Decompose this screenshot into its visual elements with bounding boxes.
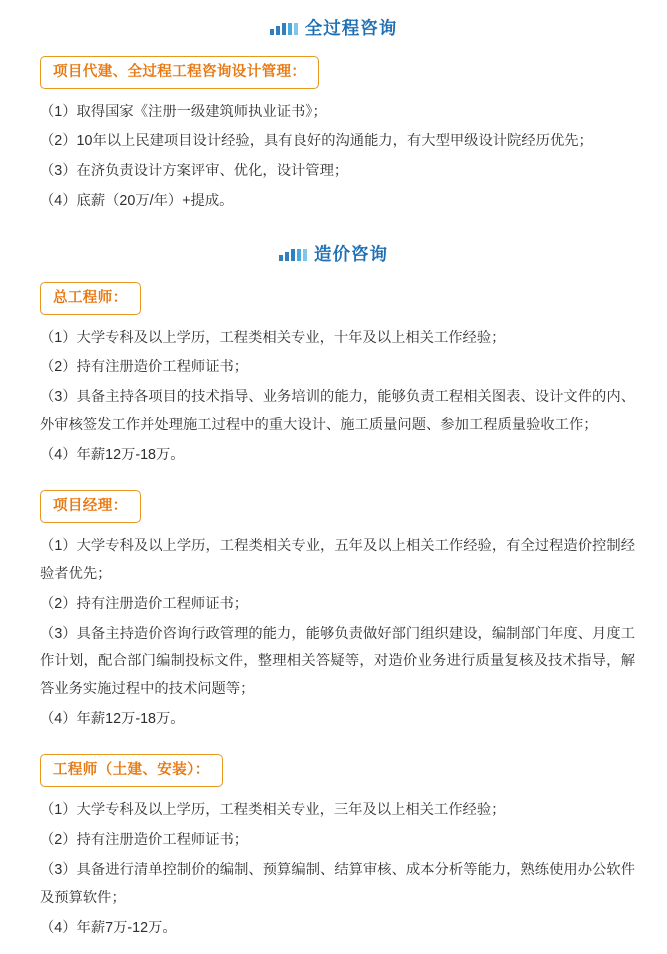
job-title: 项目代建、全过程工程咨询设计管理： xyxy=(53,63,307,80)
requirement-item: （4）年薪7万-12万。 xyxy=(40,919,177,936)
requirement-item: （1）大学专科及以上学历，工程类相关专业，五年及以上相关工作经验，有全过程造价控制经验者优先； xyxy=(40,537,635,582)
job-title-box xyxy=(40,282,141,315)
section-title: 造价咨询 xyxy=(314,244,388,264)
section-heading xyxy=(26,20,641,38)
job-title-box xyxy=(40,56,319,89)
job-block xyxy=(26,486,641,734)
job-title-box xyxy=(40,490,141,523)
requirement-item: （3）在济负责设计方案评审、优化，设计管理； xyxy=(40,163,349,180)
requirement-item: （2）持有注册造价工程师证书； xyxy=(40,359,249,376)
requirement-item: （1）大学专科及以上学历，工程类相关专业，十年及以上相关工作经验； xyxy=(40,329,506,346)
job-block xyxy=(26,750,641,942)
requirement-item: （3）具备进行清单控制价的编制、预算编制、结算审核、成本分析等能力，熟练使用办公软件及预算软件； xyxy=(40,861,635,906)
requirement-item: （2）持有注册造价工程师证书； xyxy=(40,595,249,612)
section-title: 全过程咨询 xyxy=(304,18,398,38)
requirement-item: （4）年薪12万-18万。 xyxy=(40,447,185,463)
requirement-item: （4）底薪（20万/年）+提成。 xyxy=(40,193,234,210)
requirement-item: （4）年薪12万-18万。 xyxy=(40,711,185,728)
section-gap xyxy=(26,218,641,240)
bar-chart-icon xyxy=(270,22,298,35)
job-title-box xyxy=(40,754,223,787)
requirement-item: （2）10年以上民建项目设计经验，具有良好的沟通能力，有大型甲级设计院经历优先； xyxy=(40,133,593,150)
requirement-item: （3）具备主持造价咨询行政管理的能力，能够负责做好部门组织建设，编制部门年度、月度工作计划，配合部门编制投标文件，整理相关答疑等，对造价业务进行质量复核及技术指导，解答业务实施过程中的技术问题等； xyxy=(40,625,635,698)
job-title: 项目经理： xyxy=(53,497,128,514)
section-heading xyxy=(26,246,641,264)
requirement-item: （2）持有注册造价工程师证书； xyxy=(40,831,249,848)
job-title: 总工程师： xyxy=(53,289,128,306)
requirement-item: （1）取得国家《注册一级建筑师执业证书》； xyxy=(40,103,327,120)
section-quanguocheng xyxy=(26,20,641,216)
requirement-item: （3）具备主持各项目的技术指导、业务培训的能力，能够负责工程相关图表、设计文件的内、外审核签发工作并处理施工过程中的重大设计、施工质量问题、参加工程质量验收工作； xyxy=(40,389,635,434)
job-block xyxy=(26,52,641,217)
job-block xyxy=(26,278,641,470)
job-title: 工程师（土建、安装）： xyxy=(53,762,210,778)
section-zaojia xyxy=(26,246,641,942)
requirement-item: （1）大学专科及以上学历，工程类相关专业，三年及以上相关工作经验； xyxy=(40,802,506,818)
bar-chart-icon xyxy=(279,248,307,261)
